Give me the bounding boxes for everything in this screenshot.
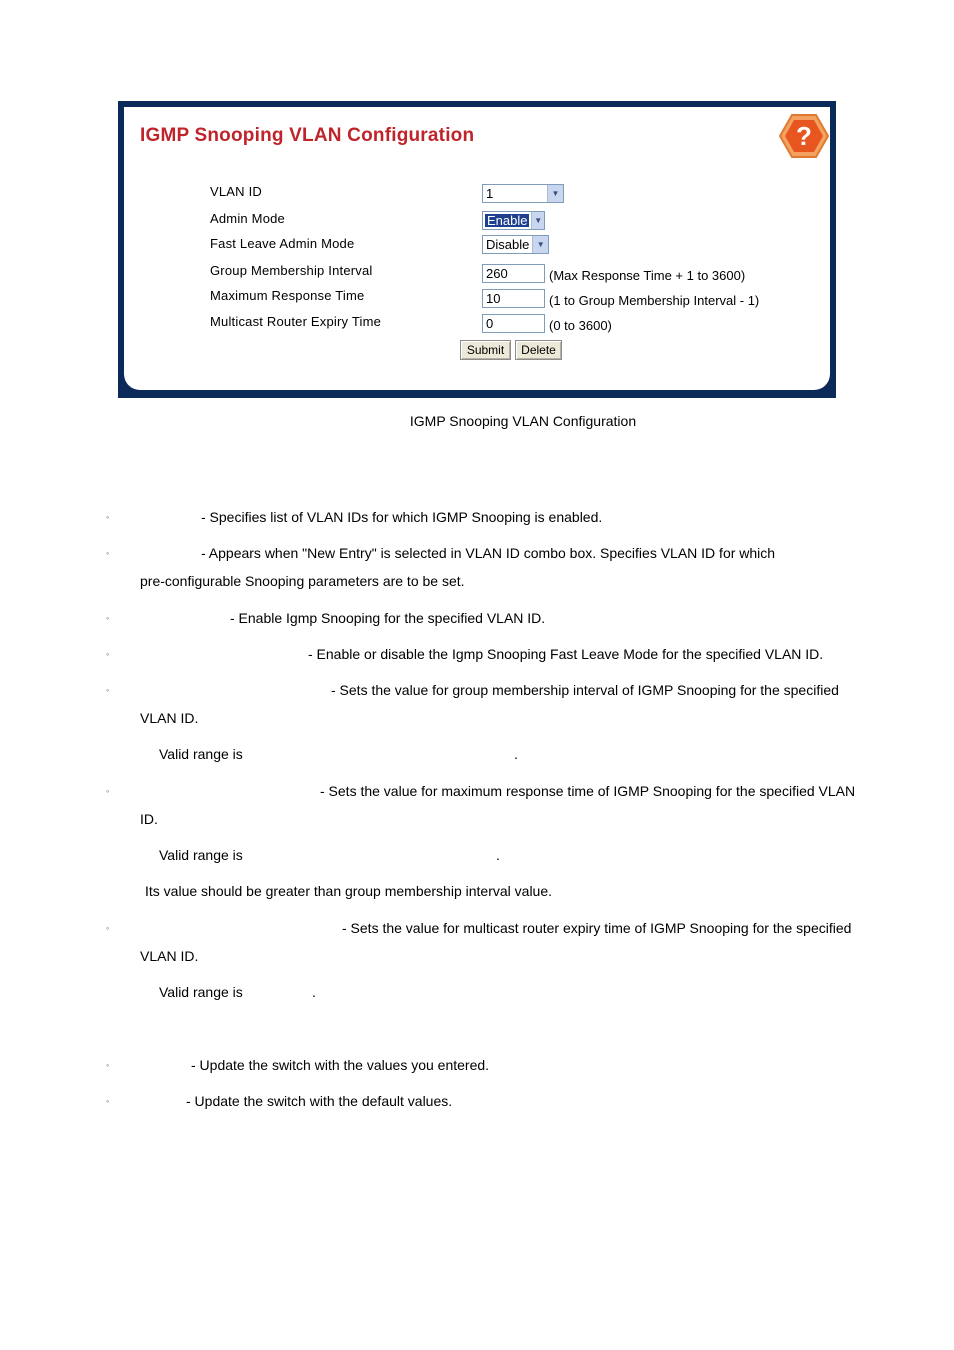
router-expiry-description-cont: VLAN ID. xyxy=(140,948,199,964)
chevron-down-icon: ▼ xyxy=(547,185,563,202)
svg-text:?: ? xyxy=(796,121,812,151)
submit-button[interactable]: Submit xyxy=(460,340,511,360)
help-question-icon[interactable] xyxy=(778,113,830,159)
admin-mode-label: Admin Mode xyxy=(210,211,285,226)
max-response-description-cont: ID. xyxy=(140,811,158,827)
router-expiry-description: - Sets the value for multicast router expiry time of IGMP Snooping for the specified xyxy=(342,920,852,936)
maximum-response-time-input[interactable]: 10 xyxy=(482,289,545,308)
max-response-description: - Sets the value for maximum response time of IGMP Snooping for the specified VLAN xyxy=(320,783,856,799)
max-response-note: Its value should be greater than group membership interval value. xyxy=(145,883,553,899)
multicast-router-expiry-time-input[interactable]: 0 xyxy=(482,314,545,333)
group-membership-interval-input[interactable]: 260 xyxy=(482,264,545,283)
fast-leave-admin-mode-label: Fast Leave Admin Mode xyxy=(210,236,355,251)
igmp-config-screenshot xyxy=(118,101,836,398)
vlan-id-value: 1 xyxy=(486,186,494,201)
bullet-icon: ◦ xyxy=(106,649,110,659)
fast-leave-admin-mode-select[interactable] xyxy=(482,235,549,254)
admin-mode-description: - Enable Igmp Snooping for the specified VLAN ID. xyxy=(230,610,546,626)
vlan-id-description: - Specifies list of VLAN IDs for which IGMP Snooping is enabled. xyxy=(201,509,603,525)
bullet-icon: ◦ xyxy=(106,1060,110,1070)
admin-mode-select[interactable] xyxy=(482,211,545,230)
maximum-response-time-hint: (1 to Group Membership Interval - 1) xyxy=(549,293,760,308)
bullet-icon: ◦ xyxy=(106,1096,110,1106)
bullet-icon: ◦ xyxy=(106,613,110,623)
bullet-icon: ◦ xyxy=(106,786,110,796)
group-membership-description-cont: VLAN ID. xyxy=(140,710,199,726)
submit-description: - Update the switch with the values you entered. xyxy=(191,1057,490,1073)
new-vlan-id-description: - Appears when "New Entry" is selected in VLAN ID combo box. Specifies VLAN ID for which xyxy=(201,545,776,561)
vlan-id-select[interactable] xyxy=(482,184,564,203)
router-expiry-range-label: Valid range is xyxy=(159,984,243,1000)
router-expiry-range-end: . xyxy=(312,984,316,1000)
group-membership-interval-label: Group Membership Interval xyxy=(210,263,373,278)
group-membership-range-label: Valid range is xyxy=(159,746,243,762)
multicast-router-expiry-time-hint: (0 to 3600) xyxy=(549,318,612,333)
fast-leave-admin-mode-value: Disable xyxy=(486,237,530,252)
group-membership-range-end: . xyxy=(514,746,518,762)
max-response-range-label: Valid range is xyxy=(159,847,243,863)
delete-description: - Update the switch with the default values. xyxy=(186,1093,453,1109)
chevron-down-icon: ▼ xyxy=(531,212,544,229)
bullet-icon: ◦ xyxy=(106,685,110,695)
max-response-range-end: . xyxy=(496,847,500,863)
figure-caption: IGMP Snooping VLAN Configuration xyxy=(409,413,637,429)
group-membership-interval-hint: (Max Response Time + 1 to 3600) xyxy=(549,268,746,283)
chevron-down-icon: ▼ xyxy=(532,236,548,253)
bullet-icon: ◦ xyxy=(106,923,110,933)
admin-mode-value: Enable xyxy=(487,213,528,228)
maximum-response-time-label: Maximum Response Time xyxy=(210,288,365,303)
bullet-icon: ◦ xyxy=(106,512,110,522)
new-vlan-id-description-cont: pre-configurable Snooping parameters are to be set. xyxy=(140,573,465,589)
vlan-id-label: VLAN ID xyxy=(210,184,262,199)
config-panel xyxy=(124,107,830,390)
bullet-icon: ◦ xyxy=(106,548,110,558)
delete-button[interactable]: Delete xyxy=(515,340,562,360)
page-title: IGMP Snooping VLAN Configuration xyxy=(140,125,475,146)
multicast-router-expiry-time-label: Multicast Router Expiry Time xyxy=(210,314,382,329)
group-membership-description: - Sets the value for group membership interval of IGMP Snooping for the specified xyxy=(331,682,839,698)
fast-leave-description: - Enable or disable the Igmp Snooping Fast Leave Mode for the specified VLAN ID. xyxy=(308,646,824,662)
